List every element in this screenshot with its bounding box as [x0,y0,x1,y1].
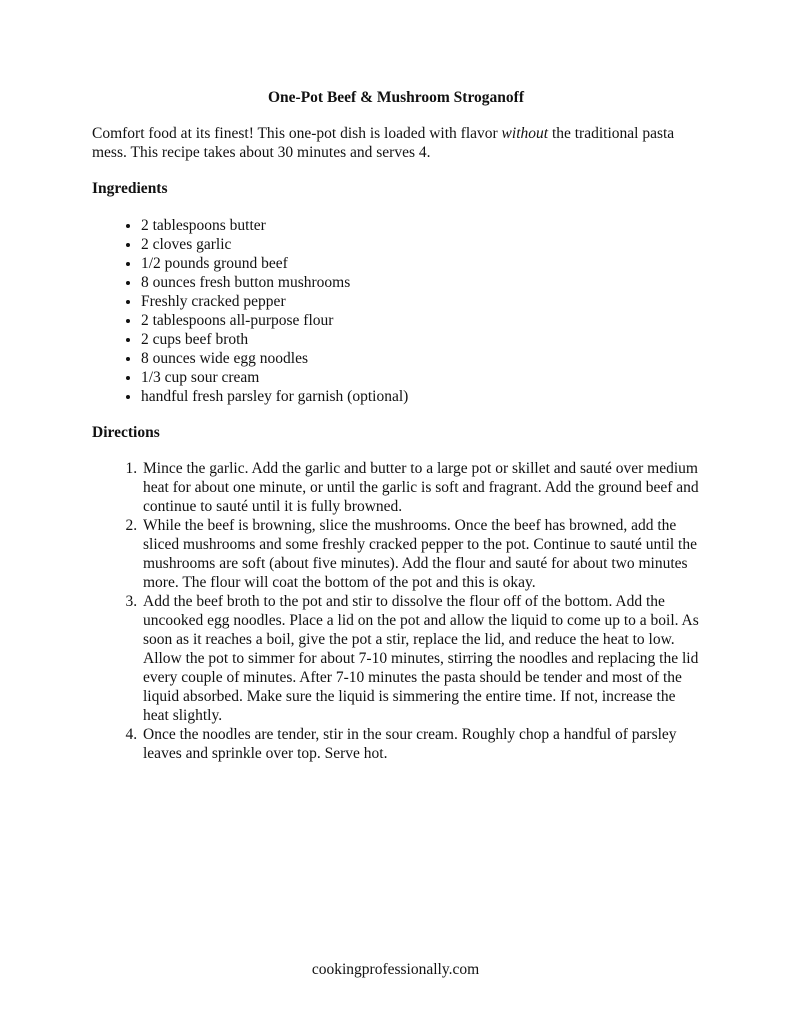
direction-step: 4. Once the noodles are tender, stir in the sour cream. Roughly chop a handful of parsley leaves and sprinkle over top. Serve hot. [141,725,700,763]
footer-url: cookingprofessionally.com [311,961,480,978]
intro-text-before: Comfort food at its finest! This one-pot dish is loaded with flavor [92,125,502,142]
ingredient-item: • 2 tablespoons butter [141,216,700,235]
ingredient-item: • 1/2 pounds ground beef [141,254,700,273]
ingredient-item: • 8 ounces wide egg noodles [141,349,700,368]
ingredient-item: • 2 cloves garlic [141,235,700,254]
ingredient-item: • handful fresh parsley for garnish (optional) [141,387,700,406]
directions-heading: Directions [92,424,160,441]
ingredient-item: • 8 ounces fresh button mushrooms [141,273,700,292]
intro-text-italic: without [501,125,549,142]
ingredient-item: • 2 cups beef broth [141,330,700,349]
direction-step: 2. While the beef is browning, slice the mushrooms. Once the beef has browned, add the sliced mushrooms and some freshly cracked pepper to the pot. Continue to sauté until the mushrooms are soft (about five minutes). Add the flour and sauté for about two minutes more. The flour will coat the bottom of the pot and this is okay. [141,516,700,592]
direction-step: 3. Add the beef broth to the pot and stir to dissolve the flour off of the bottom. Add the uncooked egg noodles. Place a lid on the pot and allow the liquid to come up to a boil. As soon as it reaches a boil, give the pot a stir, replace the lid, and reduce the heat to low. Allow the pot to simmer for about 7-10 minutes, stirring the noodles and replacing the lid every couple of minutes. After 7-10 minutes the pasta should be tender and most of the liquid absorbed. Make sure the liquid is simmering the entire time. If not, increase the heat slightly. [141,592,700,725]
ingredient-item: • 2 tablespoons all-purpose flour [141,311,700,330]
recipe-intro [92,124,700,162]
direction-step: 1. Mince the garlic. Add the garlic and butter to a large pot or skillet and sauté over medium heat for about one minute, or until the garlic is soft and fragrant. Add the ground beef and continue to sauté until it is fully browned. [141,459,700,516]
ingredient-item: • Freshly cracked pepper [141,292,700,311]
recipe-title: One-Pot Beef & Mushroom Stroganoff [267,89,524,106]
ingredients-list [92,216,700,406]
intro-text-after: the traditional pasta mess. This recipe takes about 30 minutes and serves 4. [92,125,675,161]
ingredients-heading: Ingredients [92,180,168,197]
directions-list [92,459,700,763]
ingredient-item: • 1/3 cup sour cream [141,368,700,387]
